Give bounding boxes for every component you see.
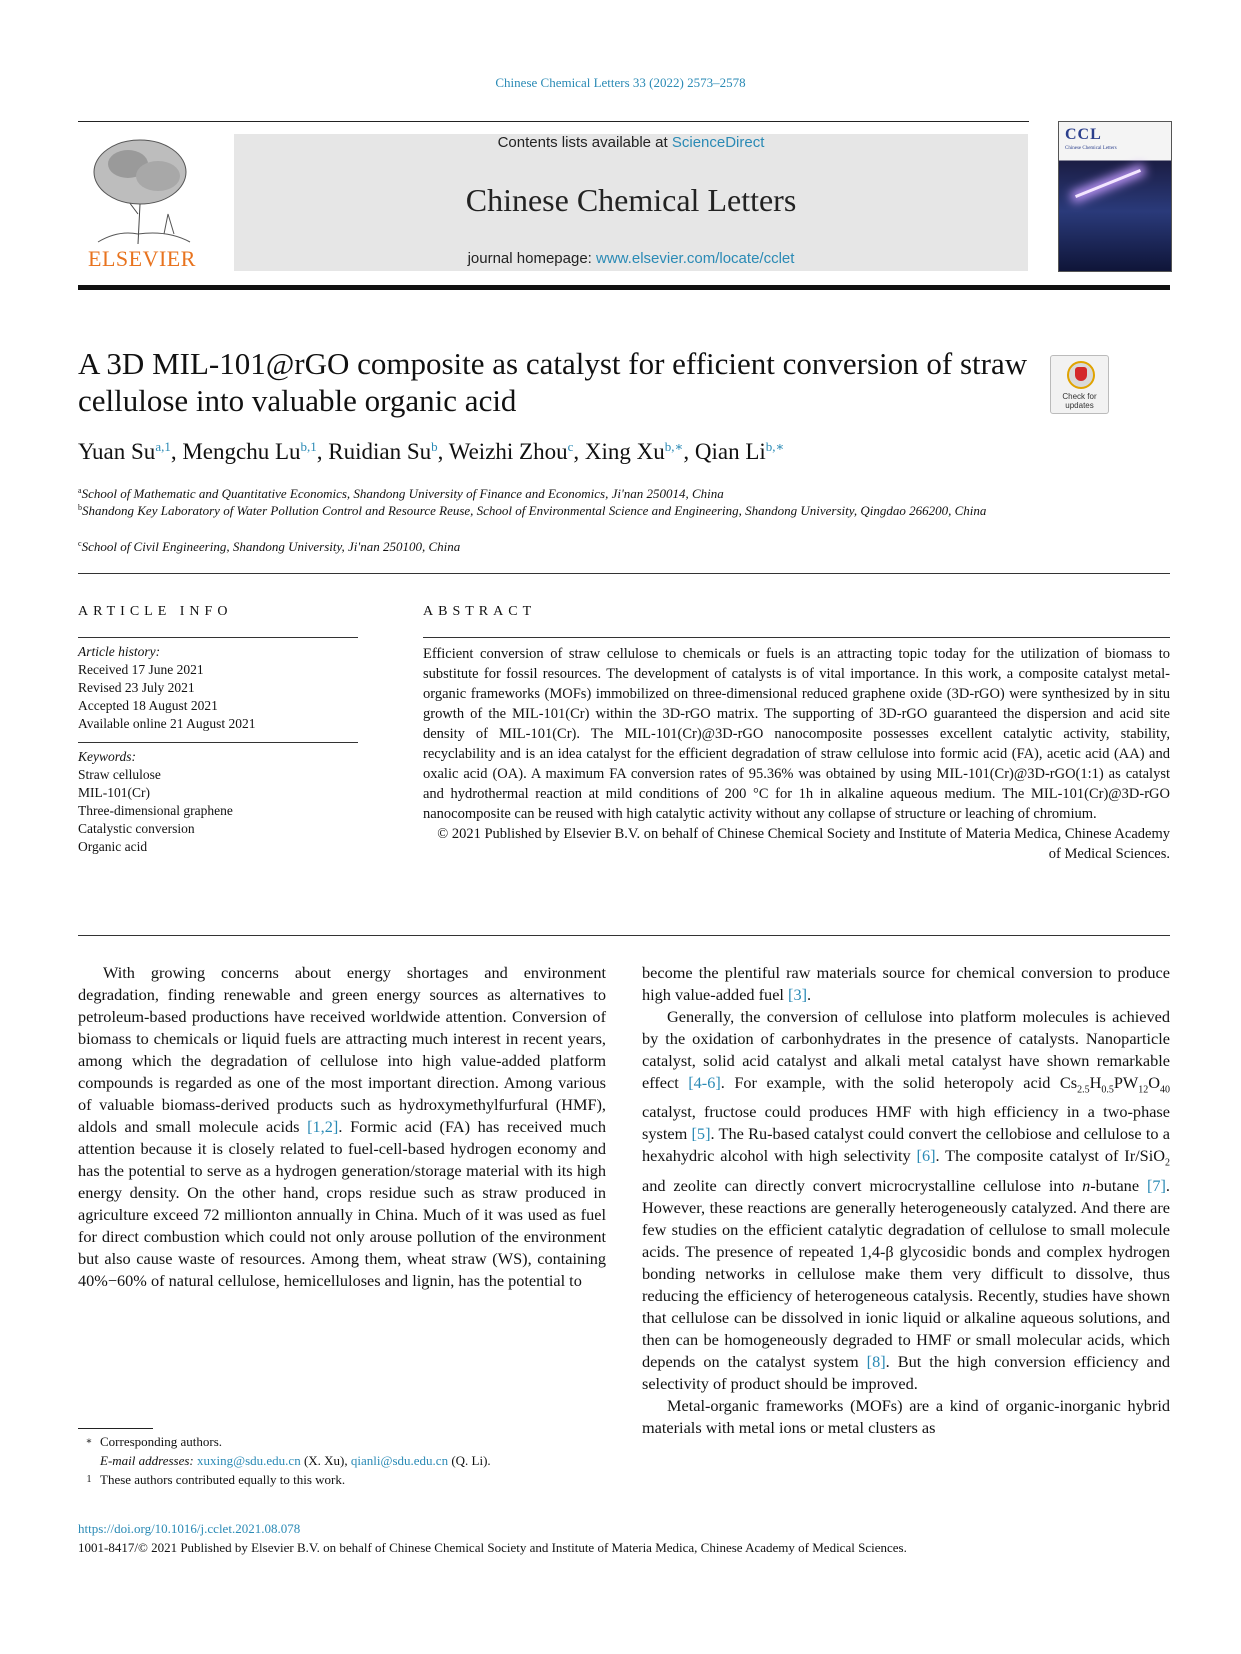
footnote-equal-contribution: 1 These authors contributed equally to this work. bbox=[86, 1472, 346, 1487]
elsevier-wordmark: ELSEVIER bbox=[88, 246, 196, 271]
email-label: E-mail addresses: bbox=[100, 1453, 194, 1468]
keyword: MIL-101(Cr) bbox=[78, 785, 150, 800]
footnotes bbox=[78, 1432, 678, 1489]
history-received: Received 17 June 2021 bbox=[78, 662, 204, 677]
article-history bbox=[78, 643, 358, 733]
body-text: With growing concerns about energy shortages and environment degradation, finding renewable and green energy sources as alternatives to petroleum-based productions have received worldwide attention. Conversion of biomass to chemicals or liquid fuels are attracting much interest in recent years, among which the degradation of cellulose into high value-added platform compounds is regarded as one of the most important direction. Among various of valuable biomass-derived products such as hydroxymethylfurfural (HMF), aldols and small molecule acids bbox=[78, 963, 606, 1136]
body-column-right bbox=[642, 962, 1170, 1439]
doi-link[interactable]: https://doi.org/10.1016/j.cclet.2021.08.078 bbox=[78, 1521, 301, 1536]
author-affil-mark[interactable]: a,1 bbox=[155, 439, 171, 454]
citation-link[interactable]: [8] bbox=[866, 1351, 886, 1371]
body-text: . For example, with the solid heteropoly acid Cs bbox=[720, 1073, 1078, 1092]
history-accepted: Accepted 18 August 2021 bbox=[78, 698, 218, 713]
body-text: . The composite catalyst of Ir/SiO bbox=[935, 1146, 1165, 1166]
body-text: . Formic acid (FA) has received much attention because it is closely related to fuel-cell-based hydrogen economy and has the potential to serve as a hydrogen generation/storage material with its high energy density. On the other hand, crops residue such as straw produced in agriculture exceed 72 millionton annually in China. Much of it was used as fuel for direct combustion which could not only arouse pollution of the environment but also cause waste of resources. Among them, wheat straw (WS), containing 40%−60% of natural cellulose, hemicelluloses and lignin, has the potential to bbox=[78, 1117, 606, 1290]
email-link-xu[interactable]: xuxing@sdu.edu.cn bbox=[197, 1453, 301, 1468]
elsevier-logo bbox=[78, 134, 206, 272]
author-affil-mark[interactable]: b,∗ bbox=[765, 439, 785, 454]
footnote-corresponding: ∗ Corresponding authors. bbox=[85, 1434, 223, 1449]
citation-link[interactable]: [1,2] bbox=[307, 1117, 339, 1136]
citation-link[interactable]: [6] bbox=[916, 1146, 936, 1166]
author-name[interactable]: Ruidian Su bbox=[328, 439, 432, 464]
footnote-emails: E-mail addresses: xuxing@sdu.edu.cn (X. Xu), qianli@sdu.edu.cn (Q. Li). bbox=[100, 1453, 491, 1468]
crossmark-icon bbox=[1067, 361, 1095, 389]
body-text: . The Ru-based catalyst could convert the cellobiose and cellulose to a hexahydric alcohol with high selectivity bbox=[642, 1124, 1170, 1166]
history-label: Article history: bbox=[78, 644, 161, 659]
author-name[interactable]: Yuan Su bbox=[78, 439, 156, 464]
history-revised: Revised 23 July 2021 bbox=[78, 680, 195, 695]
article-info-heading: ARTICLE INFO bbox=[78, 604, 233, 619]
affiliation-mark: b bbox=[78, 503, 82, 512]
body-text: become the plentiful raw materials source for chemical conversion to produce high value-added fuel bbox=[642, 963, 1170, 1004]
keywords-block bbox=[78, 748, 358, 856]
keyword: Three-dimensional graphene bbox=[78, 803, 233, 818]
body-paragraph: become the plentiful raw materials source for chemical conversion to produce high value-added fuel [3]. bbox=[642, 963, 1170, 1004]
journal-name: Chinese Chemical Letters bbox=[465, 182, 797, 218]
contents-prefix: Contents lists available at bbox=[497, 134, 672, 151]
homepage-line bbox=[234, 250, 1028, 267]
journal-banner bbox=[234, 134, 1028, 271]
body-paragraph bbox=[642, 1395, 1170, 1439]
keyword: Organic acid bbox=[78, 839, 148, 854]
body-text: catalyst, fructose could produces HMF with high efficiency in a two-phase system bbox=[642, 1102, 1170, 1144]
body-paragraph: Generally, the conversion of cellulose into platform molecules is achieved by the oxidation of carbonhydrates in the presence of catalysts. Nanoparticle catalyst, solid acid catalyst and alkali metal catalyst have shown remarkable effect [4-6]. For example, with the solid heteropoly acid $Cs_{2.5}H_{0.5}PW_{12}O_{40}$ catalyst, fructose could produces HMF with high efficiency in a two-phase system [5]. The Ru-based catalyst could convert the cellobiose and cellulose to a hexahydric alcohol with high selectivity [6]. The composite catalyst of Ir/SiO$_2$ and zeolite can directly convert microcrystalline cellulose into n-butane [7]. However, these reactions are generally heterogeneously catalyzed. And there are few studies on the efficient catalytic degradation of cellulose to small molecule acids. The presence of repeated 1,4-β glycosidic bonds and complex hydrogen bonding networks in cellulose make them very difficult to dissolve, thus reducing the efficiency of heterogeneous catalysis. Recently, studies have shown that cellulose can be dissolved in ionic liquid or alkaline aqueous solutions, and then can be homogeneously degraded to HMF or small molecular acids, which depends on the catalyst system [8]. But the high conversion efficiency and selectivity of product should be improved. bbox=[642, 1007, 1171, 1393]
author-affil-mark[interactable]: b,1 bbox=[300, 439, 317, 454]
check-for-updates-button[interactable] bbox=[1050, 355, 1109, 414]
body-column-left bbox=[78, 962, 606, 1292]
citation-link[interactable]: [3] bbox=[788, 985, 808, 1004]
author-list: Yuan Su$^{a,1}$, Mengchu Lu$^{b,1}$, Ruidian Su$^b$, Weizhi Zhou$^c$, Xing $Xu^{b,∗}$, Qian $Li^{b,∗}$ bbox=[78, 439, 785, 464]
affiliation-text: School of Mathematic and Quantitative Economics, Shandong University of Finance and Economics, Ji'nan 250014, China bbox=[81, 486, 724, 501]
keyword: Straw cellulose bbox=[78, 767, 161, 782]
crossmark-label: Check for updates bbox=[1062, 392, 1097, 410]
article-title: A 3D MIL-101@rGO composite as catalyst for efficient conversion of straw cellulose into valuable organic acid bbox=[78, 346, 1028, 418]
keywords-label: Keywords: bbox=[78, 749, 136, 764]
issn-copyright: 1001-8417/© 2021 Published by Elsevier B.V. on behalf of Chinese Chemical Society and Institute of Materia Medica, Chinese Academy of Medical Sciences. bbox=[78, 1540, 907, 1555]
citation-link[interactable]: [4-6] bbox=[688, 1073, 721, 1092]
affiliation-mark: c bbox=[78, 539, 82, 548]
abstract bbox=[423, 644, 1170, 864]
journal-citation-link[interactable]: Chinese Chemical Letters 33 (2022) 2573–2578 bbox=[495, 75, 746, 90]
cover-title: CCL bbox=[1065, 126, 1102, 143]
header-thick-rule bbox=[78, 285, 1170, 290]
article-info-rule bbox=[78, 637, 358, 638]
author-name[interactable]: Xing Xu bbox=[584, 439, 665, 464]
header-rule bbox=[78, 121, 1029, 122]
history-online: Available online 21 August 2021 bbox=[78, 716, 256, 731]
contents-line bbox=[234, 134, 1028, 151]
affiliation-b bbox=[78, 499, 1038, 519]
cover-subtitle: Chinese Chemical Letters bbox=[1065, 146, 1117, 151]
affiliation-mark: a bbox=[78, 486, 82, 495]
cover-light-streak bbox=[1075, 169, 1141, 198]
sciencedirect-link[interactable]: ScienceDirect bbox=[671, 134, 765, 151]
abstract-end-rule bbox=[78, 935, 1170, 936]
body-text: Metal-organic frameworks (MOFs) are a kind of organic-inorganic hybrid materials with metal ions or metal clusters as bbox=[642, 1395, 1170, 1437]
homepage-prefix: journal homepage: bbox=[467, 250, 597, 267]
homepage-link[interactable]: www.elsevier.com/locate/cclet bbox=[596, 250, 795, 267]
author-affil-mark[interactable]: c bbox=[567, 439, 574, 454]
body-text: -butane bbox=[1090, 1175, 1147, 1195]
footnote-rule bbox=[78, 1428, 153, 1429]
abstract-copyright: © 2021 Published by Elsevier B.V. on behalf of Chinese Chemical Society and Institute of Materia Medica, Chinese Academy of Medical Sciences. bbox=[437, 826, 1170, 862]
body-text: . But the high conversion efficiency and selectivity of product should be improved. bbox=[642, 1351, 1170, 1393]
affiliation-c bbox=[78, 535, 1038, 555]
email-link-li[interactable]: qianli@sdu.edu.cn bbox=[350, 1453, 449, 1468]
keywords-rule bbox=[78, 742, 358, 743]
citation-link[interactable]: [7] bbox=[1146, 1175, 1166, 1195]
elsevier-tree-icon bbox=[78, 134, 206, 246]
author-name[interactable]: Weizhi Zhou bbox=[448, 439, 568, 464]
author-affil-mark[interactable]: b bbox=[431, 439, 438, 454]
body-text: Generally, the conversion of cellulose into platform molecules is achieved by the oxidation of carbonhydrates in the presence of catalysts. Nanoparticle catalyst, solid acid catalyst and alkali metal catalyst have shown remarkable effect bbox=[642, 1007, 1170, 1092]
body-text: . However, these reactions are generally heterogeneously catalyzed. And there are few studies on the efficient catalytic degradation of cellulose to small molecule acids. The presence of repeated 1,4-β glycosidic bonds and complex hydrogen bonding networks in cellulose make them very difficult to dissolve, thus reducing the efficiency of heterogeneous catalysis. Recently, studies have shown that cellulose can be dissolved in ionic liquid or alkaline aqueous solutions, and then can be homogeneously degraded to HMF or small molecular acids, which depends on the catalyst system bbox=[642, 1175, 1170, 1371]
abstract-body: Efficient conversion of straw cellulose to chemicals or fuels is an attracting topic today for the utilization of biomass to substitute for fossil resources. The development of catalysts is of vital importance. In this work, a composite catalyst metal-organic frameworks (MOFs) immobilized on three-dimensional reduced graphene oxide (3D-rGO) were synthesized by in situ growth of the MIL-101(Cr) within the 3D-rGO matrix. The supporting of 3D-rGO guaranteed the dispersion and acid site density of MIL-101(Cr). The MIL-101(Cr)@3D-rGO nanocomposite possesses excellent catalytic activity, stability, recyclability and is an idea catalyst for the efficient degradation of straw cellulose into formic acid (FA), acetic acid (AA) and oxalic acid (OA). A maximum FA conversion rates of 95.36% was obtained by using MIL-101(Cr)@3D-rGO(1:1) as catalyst and hydrothermal reaction at mild conditions of 200 °C for 1h in alkaline aqueous medium. The MIL-101(Cr)@3D-rGO nanocomposite can be reused with high catalytic activity without any collapse of structure or leaching of chromium. bbox=[423, 646, 1170, 822]
body-text: and zeolite can directly convert microcrystalline cellulose into bbox=[642, 1175, 1083, 1195]
affiliation-text: School of Civil Engineering, Shandong University, Ji'nan 250100, China bbox=[81, 539, 461, 554]
author-name[interactable]: Mengchu Lu bbox=[182, 439, 301, 464]
affiliation-text: Shandong Key Laboratory of Water Pollution Control and Resource Reuse, School of Environmental Science and Engineering, Shandong University, Qingdao 266200, China bbox=[82, 503, 987, 518]
journal-cover-image bbox=[1058, 121, 1172, 272]
citation-link[interactable]: [5] bbox=[691, 1124, 711, 1144]
affiliation-rule bbox=[78, 573, 1170, 574]
abstract-rule bbox=[423, 637, 1170, 638]
keyword: Catalystic conversion bbox=[78, 821, 195, 836]
author-affil-mark[interactable]: b,∗ bbox=[664, 439, 684, 454]
author-name[interactable]: Qian Li bbox=[694, 439, 766, 464]
abstract-heading: ABSTRACT bbox=[423, 604, 537, 619]
body-paragraph bbox=[78, 962, 606, 1292]
